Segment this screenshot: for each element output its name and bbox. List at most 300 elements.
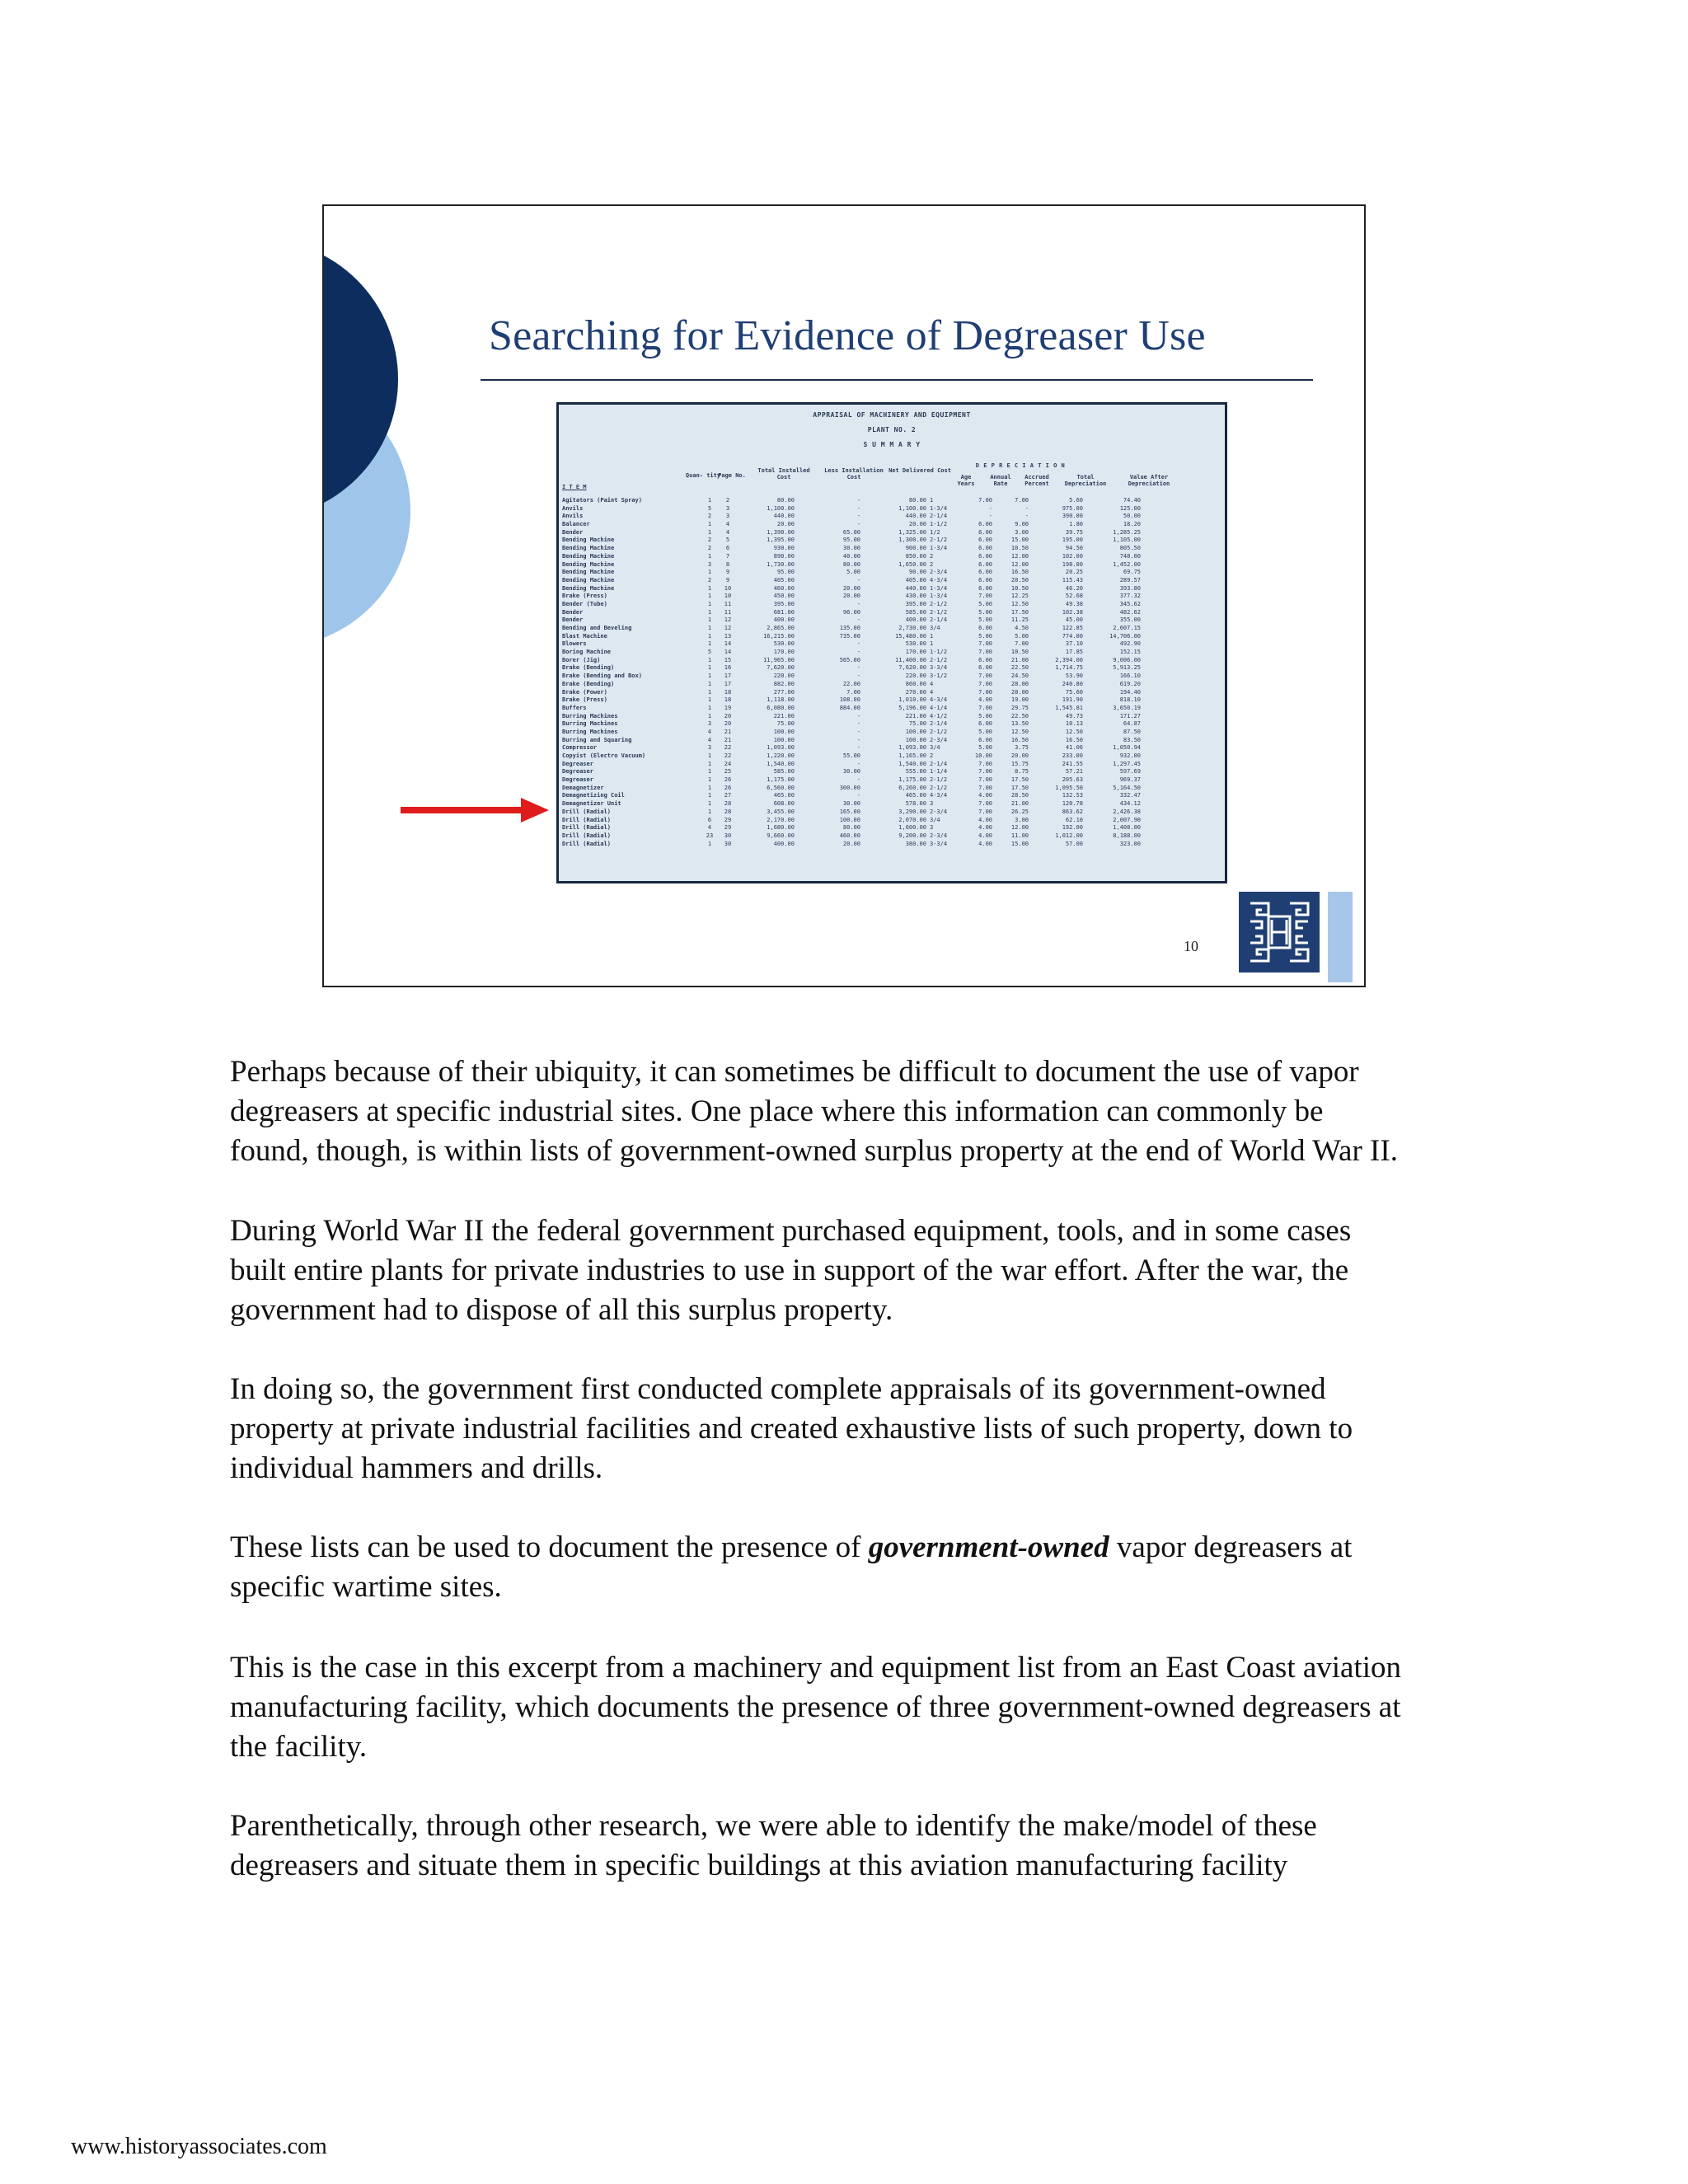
appraisal-cell: 1 [707, 760, 712, 767]
appraisal-cell: 23 [706, 832, 714, 839]
appraisal-cell: 28.00 [1010, 680, 1029, 687]
appraisal-cell: 900.00 [905, 545, 926, 552]
paragraph-4 [230, 1528, 1516, 1607]
appraisal-cell: 2,730.00 [898, 625, 926, 631]
paragraph-1-line-1: Perhaps because of their ubiquity, it can sometimes be difficult to document the use of vapor [230, 1055, 1359, 1089]
appraisal-cell: 1.80 [1069, 521, 1083, 528]
appraisal-cell: - [856, 664, 860, 672]
appraisal-cell: 62.10 [1065, 816, 1083, 823]
appraisal-cell: 1,175.00 [898, 776, 926, 784]
paragraph-2-line-2: built entire plants for private industries to use in support of the war effort. After the war, the [230, 1254, 1349, 1287]
appraisal-cell: 45.00 [1065, 616, 1083, 624]
appraisal-cell: 1 [707, 552, 712, 560]
appraisal-cell: 4 [707, 736, 712, 743]
appraisal-cell: 4-3/4 [930, 576, 948, 583]
appraisal-cell: 3,650.19 [1113, 704, 1141, 711]
appraisal-cell: 20.00 [1010, 752, 1029, 759]
appraisal-cell: 100.00 [905, 736, 926, 743]
appraisal-row [562, 681, 1221, 689]
appraisal-cell: 16 [724, 664, 732, 672]
paragraph-6-line-2: degreasers and situate them in specific buildings at this aviation manufacturing facility [230, 1849, 1288, 1882]
appraisal-cell: Copyist (Electro Vacuum) [562, 752, 646, 759]
paragraph-5-line-3: the facility. [230, 1730, 368, 1764]
appraisal-cell: 882.00 [773, 680, 795, 687]
appraisal-cell: - [856, 720, 860, 728]
appraisal-cell: 7.00 [978, 784, 992, 791]
appraisal-cell: 46.20 [1065, 584, 1083, 592]
appraisal-cell: 400.00 [773, 840, 795, 847]
appraisal-cell: 3,290.00 [898, 808, 926, 815]
appraisal-cell: 1,300.00 [898, 537, 926, 544]
appraisal-cell: 5,913.25 [1113, 664, 1141, 672]
appraisal-cell: 2,426.38 [1113, 808, 1141, 815]
paragraph-5-line-2: manufacturing facility, which documents the presence of three government-owned degreasers at [230, 1690, 1401, 1724]
appraisal-cell: 1,100.00 [767, 504, 795, 512]
appraisal-row [562, 545, 1221, 553]
appraisal-cell: 7,620.00 [898, 664, 926, 672]
appraisal-cell: 5.00 [978, 712, 992, 719]
appraisal-cell: 4 [930, 688, 934, 696]
appraisal-row [562, 744, 1221, 752]
appraisal-cell: 930.00 [773, 545, 795, 552]
col-header-accrued: Accrued Percent [1025, 474, 1049, 487]
appraisal-cell: - [856, 504, 860, 512]
appraisal-cell: 3-3/4 [930, 840, 948, 847]
appraisal-cell: 4 [707, 728, 712, 735]
document-summary-label: S U M M A R Y [863, 441, 921, 448]
appraisal-cell: Bending Machine [562, 552, 615, 560]
appraisal-cell: Boring Machine [562, 649, 612, 656]
appraisal-cell: 440.00 [905, 584, 926, 592]
appraisal-cell: 6 [707, 816, 712, 823]
appraisal-cell: 6.00 [978, 537, 992, 544]
appraisal-cell: 7.00 [1015, 497, 1029, 504]
paragraph-1-line-3: found, though, is within lists of government-owned surplus property at the end of World War II. [230, 1134, 1398, 1168]
appraisal-cell: 120.78 [1062, 800, 1083, 808]
appraisal-cell: 460.00 [773, 584, 795, 592]
appraisal-cell: 11,965.00 [763, 656, 795, 663]
appraisal-cell: 24.50 [1010, 673, 1029, 680]
appraisal-cell: 37.10 [1065, 640, 1083, 648]
appraisal-cell: - [856, 649, 860, 656]
appraisal-cell: 11,400.00 [895, 656, 926, 663]
appraisal-cell: 1,545.81 [1055, 704, 1083, 711]
appraisal-cell: 2 [707, 537, 712, 544]
appraisal-cell: 220.00 [905, 673, 926, 680]
appraisal-cell: 108.00 [839, 696, 860, 704]
appraisal-cell: 465.00 [905, 792, 926, 799]
appraisal-cell: 1,105.00 [1113, 537, 1141, 544]
appraisal-cell: 17.85 [1065, 649, 1083, 656]
appraisal-cell: 12.50 [1065, 728, 1083, 735]
appraisal-cell: 2-1/2 [930, 537, 948, 544]
appraisal-cell: Buffers [562, 704, 587, 711]
appraisal-cell: 10.50 [1010, 584, 1029, 592]
appraisal-row [562, 808, 1221, 817]
appraisal-cell: 4 [725, 528, 730, 536]
appraisal-cell: Bending and Beveling [562, 625, 632, 631]
appraisal-cell: 332.47 [1119, 792, 1141, 799]
appraisal-cell: 28.00 [1010, 688, 1029, 696]
appraisal-cell: 194.40 [1119, 688, 1141, 696]
appraisal-cell: 4-3/4 [930, 696, 948, 704]
appraisal-cell: Drill (Radial) [562, 808, 612, 815]
appraisal-cell: Brake (Press) [562, 593, 607, 600]
appraisal-cell: 11 [724, 608, 732, 616]
appraisal-cell: 3/4 [930, 816, 940, 823]
appraisal-cell: 4.50 [1015, 625, 1029, 631]
appraisal-cell: 3 [930, 800, 934, 808]
appraisal-cell: 53.90 [1065, 673, 1083, 680]
appraisal-cell: 578.00 [905, 800, 926, 808]
appraisal-cell: 2-3/4 [930, 832, 948, 839]
appraisal-cell: 1,093.00 [767, 744, 795, 752]
appraisal-cell: 6.00 [978, 569, 992, 576]
appraisal-cell: 11.00 [1010, 832, 1029, 839]
appraisal-row [562, 689, 1221, 697]
appraisal-cell: 4.00 [978, 840, 992, 847]
appraisal-cell: 7.00 [978, 776, 992, 784]
appraisal-cell: 1,395.00 [767, 537, 795, 544]
appraisal-cell: 21 [724, 736, 732, 743]
footer-website-link[interactable]: www.historyassociates.com [71, 2134, 327, 2159]
appraisal-cell: 7.00 [978, 688, 992, 696]
appraisal-cell: 17.50 [1010, 776, 1029, 784]
appraisal-cell: 390.00 [1062, 513, 1083, 520]
appraisal-cell: Bender (Tube) [562, 600, 607, 607]
appraisal-cell: 6.00 [978, 552, 992, 560]
appraisal-cell: 440.00 [905, 513, 926, 520]
appraisal-cell: 6.00 [978, 656, 992, 663]
appraisal-cell: 220.00 [773, 673, 795, 680]
appraisal-row [562, 737, 1221, 745]
appraisal-cell: 1 [707, 792, 712, 799]
appraisal-cell: 1,050.94 [1113, 744, 1141, 752]
greek-key-logo-icon [1239, 892, 1320, 972]
appraisal-cell: Agitators (Paint Spray) [562, 497, 642, 504]
appraisal-cell: 440.00 [773, 513, 795, 520]
appraisal-cell: 7.00 [1015, 640, 1029, 648]
col-header-annual-rate: Annual Rate [990, 474, 1011, 487]
appraisal-cell: 100.00 [905, 728, 926, 735]
appraisal-cell: 2-3/4 [930, 569, 948, 576]
appraisal-cell: 6.00 [978, 528, 992, 536]
appraisal-cell: 395.00 [905, 600, 926, 607]
appraisal-cell: 7.00 [978, 704, 992, 711]
appraisal-cell: 1,714.75 [1055, 664, 1083, 672]
appraisal-cell: 884.00 [839, 704, 860, 711]
appraisal-cell: 12.50 [1010, 600, 1029, 607]
appraisal-cell: - [856, 712, 860, 719]
appraisal-cell: 1-3/4 [930, 593, 948, 600]
appraisal-cell: 2,394.00 [1055, 656, 1083, 663]
appraisal-cell: 95.00 [842, 537, 860, 544]
appraisal-cell: 83.50 [1123, 736, 1141, 743]
appraisal-cell: 748.00 [1119, 552, 1141, 560]
red-arrow-pointer [401, 798, 549, 823]
appraisal-row [562, 609, 1221, 617]
paragraph-4-line-1 [230, 1528, 1516, 1568]
appraisal-cell: 50.00 [1123, 513, 1141, 520]
appraisal-cell: 15.00 [1010, 537, 1029, 544]
appraisal-cell: 4-3/4 [930, 792, 948, 799]
appraisal-row [562, 792, 1221, 800]
col-header-installed-cost: Total Installed Cost [757, 467, 810, 480]
appraisal-cell: 277.00 [773, 688, 795, 696]
appraisal-cell: 2 [725, 497, 730, 504]
appraisal-cell: 3/4 [930, 744, 940, 752]
appraisal-cell: 171.27 [1119, 712, 1141, 719]
appraisal-cell: Drill (Radial) [562, 824, 612, 832]
appraisal-cell: - [856, 728, 860, 735]
appraisal-cell: 5,196.00 [898, 704, 926, 711]
appraisal-cell: 13 [724, 632, 732, 640]
paragraph-4-text-after: vapor degreasers at [1109, 1530, 1353, 1564]
appraisal-cell: 75.00 [908, 720, 926, 728]
appraisal-cell: 619.20 [1119, 680, 1141, 687]
appraisal-cell: 14 [724, 640, 732, 648]
appraisal-cell: 57.00 [1065, 840, 1083, 847]
slide-decoration [324, 206, 423, 987]
appraisal-cell: 460.00 [839, 832, 860, 839]
appraisal-row [562, 785, 1221, 793]
appraisal-cell: 1 [707, 497, 712, 504]
paragraph-1 [230, 1052, 1516, 1171]
appraisal-cell: Degreaser [562, 760, 593, 767]
appraisal-cell: 1,600.00 [898, 824, 926, 832]
appraisal-cell: 10 [724, 584, 732, 592]
appraisal-row [562, 768, 1221, 776]
appraisal-cell: Compressor [562, 744, 598, 752]
appraisal-cell: 1-3/4 [930, 504, 948, 512]
appraisal-cell: 975.00 [1062, 504, 1083, 512]
appraisal-table-rows [562, 497, 1221, 848]
appraisal-cell: Blowers [562, 640, 587, 648]
appraisal-cell: 2-3/4 [930, 736, 948, 743]
appraisal-cell: 12 [724, 616, 732, 624]
appraisal-cell: 241.55 [1062, 760, 1083, 767]
appraisal-cell: 15.75 [1010, 760, 1029, 767]
appraisal-cell: 597.69 [1119, 768, 1141, 776]
appraisal-cell: 1 [707, 528, 712, 536]
col-header-quantity: Quan- tity [685, 472, 721, 479]
appraisal-cell: Burring and Squaring [562, 736, 632, 743]
slide-page-number: 10 [1184, 938, 1198, 954]
appraisal-cell: Demagnetizer Unit [562, 800, 621, 808]
appraisal-cell: 1-1/4 [930, 768, 948, 776]
paragraph-2 [230, 1212, 1516, 1330]
appraisal-row [562, 720, 1221, 729]
appraisal-row [562, 577, 1221, 585]
appraisal-cell: 1,093.00 [898, 744, 926, 752]
appraisal-cell: 2-1/4 [930, 513, 948, 520]
logo-accent-strip [1328, 892, 1353, 982]
appraisal-cell: - [856, 600, 860, 607]
appraisal-cell: 1-3/4 [930, 545, 948, 552]
appraisal-row [562, 761, 1221, 769]
appraisal-cell: 1,730.00 [767, 560, 795, 568]
appraisal-cell: 7.00 [978, 808, 992, 815]
appraisal-cell: 1 [707, 752, 712, 759]
appraisal-cell: 2 [930, 752, 934, 759]
appraisal-cell: 377.32 [1119, 593, 1141, 600]
appraisal-cell: 9 [725, 576, 730, 583]
paragraph-3-line-1: In doing so, the government first conducted complete appraisals of its government-owned [230, 1372, 1326, 1406]
appraisal-cell: Burring Machines [562, 720, 618, 728]
appraisal-cell: 6,560.00 [767, 784, 795, 791]
paragraph-1-line-2: degreasers at specific industrial sites. One place where this information can commonly be [230, 1094, 1324, 1128]
appraisal-cell: 2 [707, 545, 712, 552]
appraisal-cell: 80.00 [908, 497, 926, 504]
appraisal-cell: 1 [707, 593, 712, 600]
appraisal-cell: 90.00 [908, 569, 926, 576]
appraisal-cell: 9.00 [1015, 521, 1029, 528]
appraisal-cell: 5 [707, 504, 712, 512]
document-heading: APPRAISAL OF MACHINERY AND EQUIPMENT [813, 411, 971, 419]
appraisal-cell: 28.50 [1010, 792, 1029, 799]
appraisal-cell: 2-1/2 [930, 728, 948, 735]
appraisal-cell: 1 [707, 808, 712, 815]
appraisal-cell: 8.75 [1015, 768, 1029, 776]
paragraph-3 [230, 1370, 1516, 1488]
appraisal-cell: 100.00 [773, 736, 795, 743]
appraisal-cell: 1 [707, 776, 712, 784]
appraisal-cell: 530.00 [773, 640, 795, 648]
appraisal-cell: 10.13 [1065, 720, 1083, 728]
appraisal-cell: Degreaser [562, 776, 593, 784]
appraisal-cell: 1,165.00 [898, 752, 926, 759]
appraisal-cell: 16,215.00 [763, 632, 795, 640]
appraisal-cell: 1 [707, 616, 712, 624]
appraisal-cell: 1-1/2 [930, 649, 948, 656]
appraisal-cell: - [988, 513, 992, 520]
appraisal-cell: 20 [724, 712, 732, 719]
appraisal-cell: 20 [724, 720, 732, 728]
appraisal-cell: 28 [724, 808, 732, 815]
title-divider [481, 379, 1313, 381]
appraisal-cell: 20.25 [1065, 569, 1083, 576]
appraisal-cell: Bending Machine [562, 545, 615, 552]
col-header-less-installation: Less Installation Cost [824, 467, 884, 480]
appraisal-cell: 12 [724, 625, 732, 631]
appraisal-cell: Degreaser [562, 768, 593, 776]
appraisal-cell: 270.00 [905, 688, 926, 696]
appraisal-cell: 135.00 [839, 625, 860, 631]
appraisal-cell: 1,095.50 [1055, 784, 1083, 791]
appraisal-cell: Bending Machine [562, 569, 615, 576]
appraisal-cell: 6.00 [978, 664, 992, 672]
appraisal-cell: 6.00 [978, 576, 992, 583]
appraisal-cell: 30.00 [842, 800, 860, 808]
appraisal-cell: - [1025, 504, 1029, 512]
appraisal-row [562, 657, 1221, 665]
appraisal-cell: 1,540.00 [898, 760, 926, 767]
appraisal-cell: 2,865.00 [767, 625, 795, 631]
appraisal-cell: 30.00 [842, 768, 860, 776]
appraisal-cell: Bender [562, 528, 584, 536]
appraisal-cell: 16.50 [1010, 736, 1029, 743]
appraisal-cell: 3/4 [930, 625, 940, 631]
appraisal-cell: 1 [930, 497, 934, 504]
appraisal-cell: 3 [930, 824, 934, 832]
appraisal-cell: 969.37 [1119, 776, 1141, 784]
appraisal-cell: 1 [930, 632, 934, 640]
appraisal-cell: 52.68 [1065, 593, 1083, 600]
col-header-item: I T E M [562, 484, 587, 490]
appraisal-cell: 2-1/2 [930, 608, 948, 616]
appraisal-cell: 1 [707, 632, 712, 640]
appraisal-cell: Bender [562, 616, 584, 624]
appraisal-cell: 10 [724, 593, 732, 600]
appraisal-cell: 2 [707, 513, 712, 520]
appraisal-row [562, 633, 1221, 641]
appraisal-cell: 26.25 [1010, 808, 1029, 815]
appraisal-cell: 1 [707, 800, 712, 808]
appraisal-cell: 1 [707, 608, 712, 616]
appraisal-cell: 17 [724, 673, 732, 680]
appraisal-cell: 860.00 [905, 680, 926, 687]
appraisal-cell: 7.00 [978, 768, 992, 776]
appraisal-row [562, 696, 1221, 705]
appraisal-cell: 19.00 [1010, 696, 1029, 704]
appraisal-cell: 17.50 [1010, 608, 1029, 616]
appraisal-cell: 18 [724, 696, 732, 704]
appraisal-cell: 122.85 [1062, 625, 1083, 631]
appraisal-cell: 7 [725, 552, 730, 560]
appraisal-cell: 6 [725, 545, 730, 552]
col-header-delivered-cost: Net Delivered Cost [889, 467, 951, 474]
appraisal-cell: 3-1/2 [930, 673, 948, 680]
appraisal-cell: 20.00 [842, 584, 860, 592]
appraisal-cell: 1 [707, 656, 712, 663]
appraisal-cell: 530.00 [905, 640, 926, 648]
appraisal-cell: Brake (Bending) [562, 680, 615, 687]
appraisal-cell: 5 [725, 537, 730, 544]
appraisal-cell: Brake (Bending and Box) [562, 673, 642, 680]
appraisal-cell: 4.00 [978, 792, 992, 799]
appraisal-cell: 7.00 [978, 800, 992, 808]
appraisal-row [562, 553, 1221, 561]
appraisal-cell: - [1025, 513, 1029, 520]
appraisal-row [562, 529, 1221, 537]
appraisal-cell: 1,540.00 [767, 760, 795, 767]
appraisal-cell: 21.00 [1010, 800, 1029, 808]
appraisal-cell: 8 [725, 560, 730, 568]
appraisal-cell: 2,170.00 [767, 816, 795, 823]
appraisal-cell: 12.00 [1010, 552, 1029, 560]
appraisal-row [562, 640, 1221, 649]
appraisal-cell: - [856, 792, 860, 799]
appraisal-cell: 7.00 [846, 688, 860, 696]
appraisal-cell: 29.75 [1010, 704, 1029, 711]
appraisal-cell: 1-1/2 [930, 521, 948, 528]
appraisal-cell: 4.00 [978, 824, 992, 832]
appraisal-cell: 3.00 [1015, 816, 1029, 823]
appraisal-cell: 890.00 [773, 552, 795, 560]
appraisal-cell: 7.00 [978, 497, 992, 504]
paragraph-4-text-before: These lists can be used to document the presence of [230, 1530, 869, 1564]
appraisal-cell: 5.00 [978, 632, 992, 640]
appraisal-cell: 805.50 [1119, 545, 1141, 552]
appraisal-cell: 40.00 [842, 552, 860, 560]
appraisal-cell: 233.00 [1062, 752, 1083, 759]
appraisal-row [562, 649, 1221, 657]
paragraph-6 [230, 1807, 1516, 1886]
appraisal-cell: 100.00 [773, 728, 795, 735]
appraisal-cell: 355.00 [1119, 616, 1141, 624]
appraisal-cell: 69.75 [1123, 569, 1141, 576]
appraisal-cell: 17 [724, 680, 732, 687]
